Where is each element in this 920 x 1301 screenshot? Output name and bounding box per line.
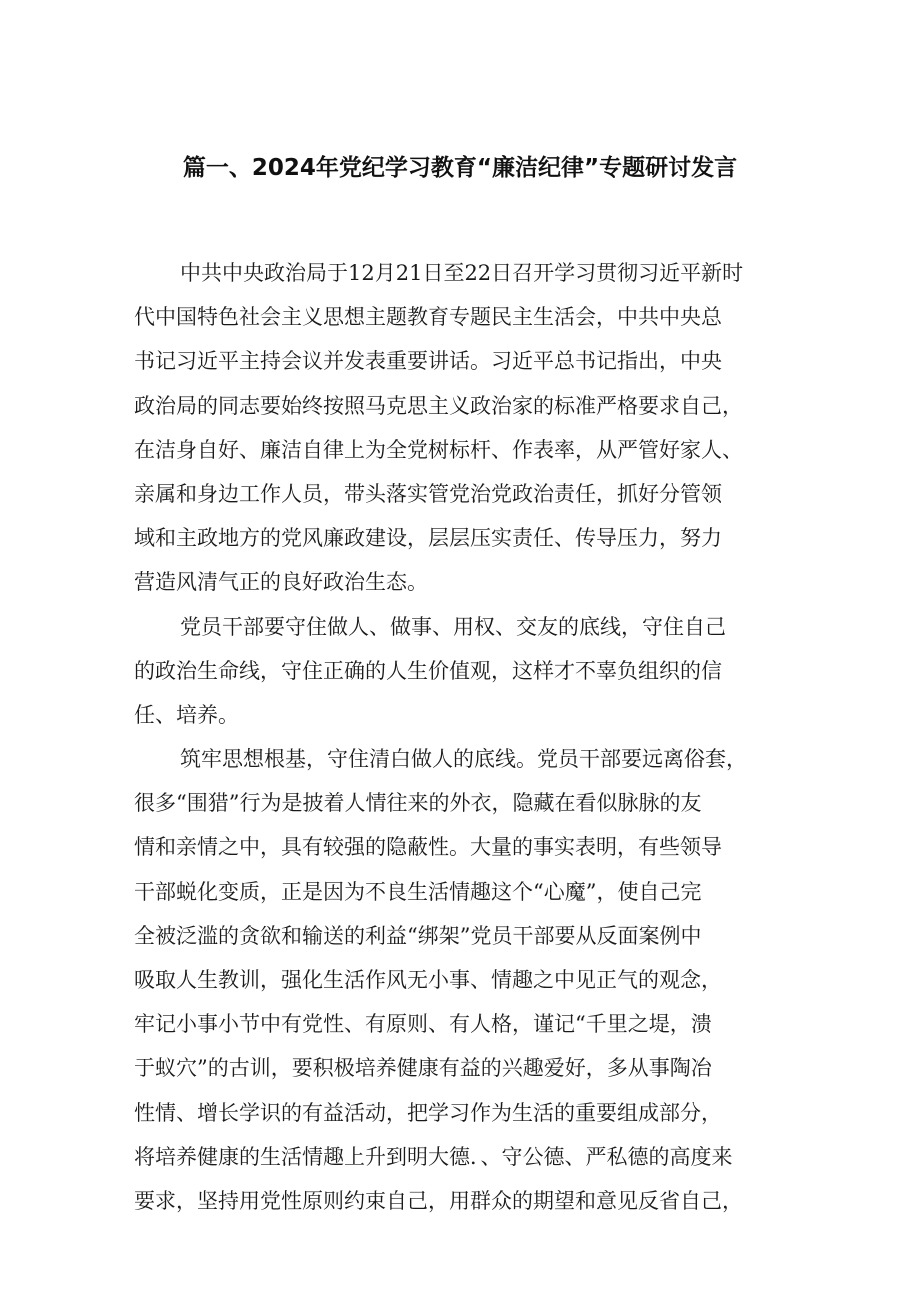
text-line: 任、培养。 [134,702,239,727]
text-line: 的政治生命线，守住正确的人生价值观，这样才不辜负组织的信 [134,658,722,683]
paragraph-2 [134,605,794,738]
text-line: 在洁身自好、廉洁自律上为全党树标杆、作表率，从严管好家人、 [134,437,743,462]
text-line: 很多“围猎”行为是披着人情往来的外衣，隐藏在看似脉脉的友 [134,791,702,816]
text-line: 要求，坚持用党性原则约束自己，用群众的期望和意见反省自己， [134,1188,743,1213]
text-line: 亲属和身边工作人员，带头落实管党治党政治责任，抓好分管领 [134,481,722,506]
text-line: 营造风清气正的良好政治生态。 [134,570,428,595]
text-line: 中共中央政治局于12月21日至22日召开学习贯彻习近平新时 [180,261,744,285]
text-line: 情和亲情之中，具有较强的隐蔽性。大量的事实表明，有些领导 [134,835,722,860]
text-line: 书记习近平主持会议并发表重要讲话。习近平总书记指出，中央 [134,349,722,374]
text-line: 牢记小事小节中有党性、有原则、有人格，谨记“千里之堤，溃 [134,1012,712,1037]
text-line: 于蚁穴”的古训，要积极培养健康有益的兴趣爱好，多从事陶冶 [134,1056,712,1081]
text-line: 性情、增长学识的有益活动，把学习作为生活的重要组成部分， [134,1100,722,1125]
text-line: 政治局的同志要始终按照马克思主义政治家的标准严格要求自己， [134,393,743,418]
paragraph-3 [134,737,794,1223]
text-line: 代中国特色社会主义思想主题教育专题民主生活会，中共中央总 [134,305,722,330]
text-line: 域和主政地方的党风廉政建设，层层压实责任、传导压力，努力 [134,526,722,551]
text-line: 筑牢思想根基，守住清白做人的底线。党员干部要远离俗套， [180,747,747,772]
text-line: 党员干部要守住做人、做事、用权、交友的底线，守住自己 [180,614,726,639]
paragraph-1 [134,251,794,605]
text-line: 干部蜕化变质，正是因为不良生活情趣这个“心魔”，使自己完 [134,879,702,904]
text-line: 将培养健康的生活情趣上升到明大德．、守公德、严私德的高度来 [134,1144,733,1169]
text-line: 吸取人生教训，强化生活作风无小事、情趣之中见正气的观念， [134,968,722,992]
document-title: 篇一、2024年党纪学习教育“廉洁纪律”专题研讨发言 [182,155,738,181]
document-body [134,251,794,1223]
text-line: 全被泛滥的贪欲和输送的利益“绑架”党员干部要从反面案例中 [134,923,702,948]
